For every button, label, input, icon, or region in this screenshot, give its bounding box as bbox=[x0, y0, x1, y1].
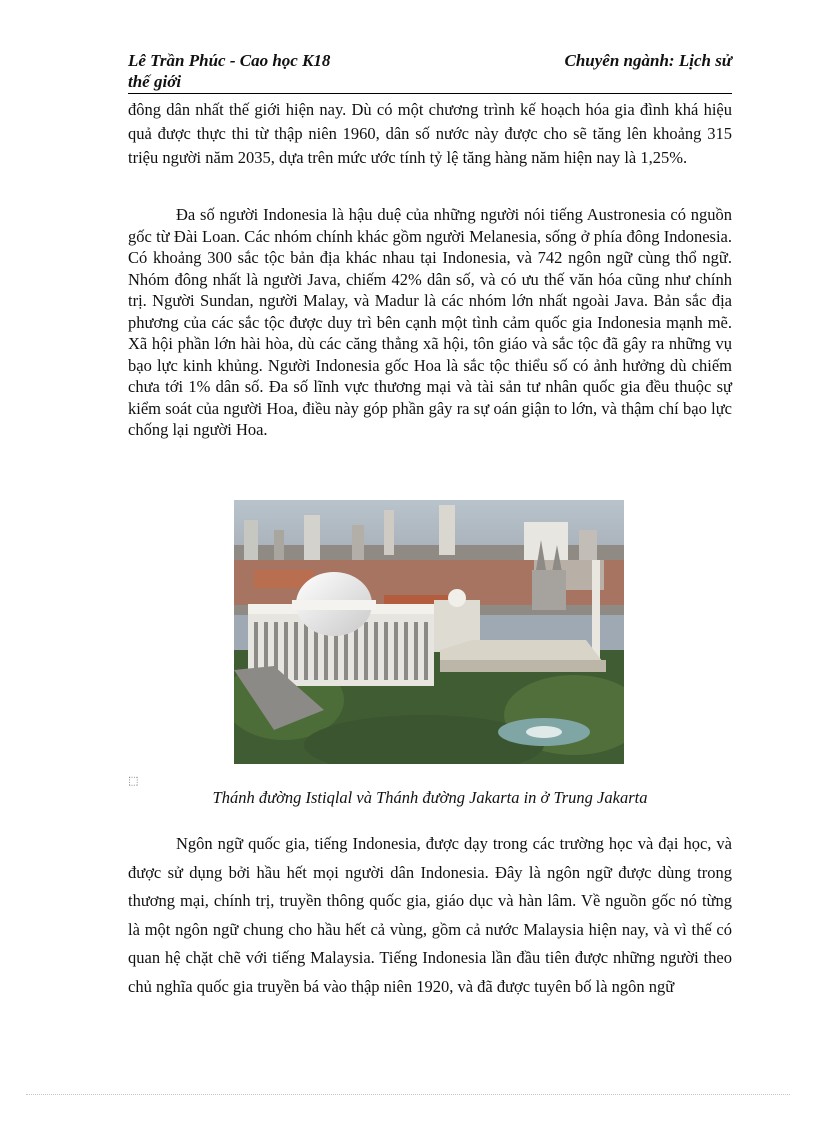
header-specialty: Chuyên ngành: Lịch sử bbox=[564, 51, 732, 70]
paragraph-population: đông dân nhất thế giới hiện nay. Dù có một chương trình kế hoạch hóa gia đình khá hiệu quả được thực thi từ thập niên 1960, dân số nước này được cho sẽ tăng lên khoảng 315 triệu người năm 2035, dựa trên mức ước tính tỷ lệ tăng hàng năm hiện nay là 1,25%. bbox=[128, 100, 732, 167]
paragraph-national-language: Ngôn ngữ quốc gia, tiếng Indonesia, được dạy trong các trường học và đại học, và được sử dụng bởi hầu hết mọi người dân Indonesia. Đây là ngôn ngữ được dùng trong thương mại, chính trị, truyền thông quốc gia, giáo dục và hàn lâm. Về nguồn gốc nó từng là một ngôn ngữ chung cho hầu hết cả vùng, gồm cả nước Malaysia hiện nay, và vì thế có quan hệ chặt chẽ với tiếng Malaysia. Tiếng Indonesia lần đầu tiên được những người theo chủ nghĩa quốc gia truyền bá vào thập niên 1920, và đã được tuyên bố là ngôn ngữ bbox=[128, 834, 732, 996]
image-anchor-icon: ⬚ bbox=[128, 775, 139, 787]
header-specialty-continued: thế giới bbox=[128, 72, 182, 91]
figure-caption: Thánh đường Istiqlal và Thánh đường Jakarta in ở Trung Jakarta bbox=[212, 788, 648, 807]
istiqlal-mosque-photo bbox=[234, 500, 624, 764]
header-author: Lê Trần Phúc - Cao học K18 bbox=[128, 51, 331, 70]
page-header bbox=[128, 50, 732, 94]
page-bottom-rule bbox=[26, 1094, 790, 1095]
paragraph-ethnic-groups: Đa số người Indonesia là hậu duệ của những người nói tiếng Austronesia có nguồn gốc từ Đài Loan. Các nhóm chính khác gồm người Melanesia, sống ở phía đông Indonesia. Có khoảng 300 sắc tộc bản địa khác nhau tại Indonesia, và 742 ngôn ngữ cùng thổ ngữ. Nhóm đông nhất là người Java, chiếm 42% dân số, và có ưu thế văn hóa cũng như chính trị. Người Sundan, người Malay, và Madur là các nhóm lớn nhất ngoài Java. Bản sắc địa phương của các sắc tộc được duy trì bên cạnh một tình cảm quốc gia Indonesia mạnh mẽ. Xã hội phần lớn hài hòa, dù các căng thẳng xã hội, tôn giáo và sắc tộc đã gây ra những vụ bạo lực kinh khủng. Người Indonesia gốc Hoa là sắc tộc thiểu số có ảnh hưởng dù chiếm chưa tới 1% dân số. Đa số lĩnh vực thương mại và tài sản tư nhân quốc gia đều thuộc sự kiểm soát của người Hoa, điều này góp phần gây ra sự oán giận to lớn, và thậm chí bạo lực chống lại người Hoa. bbox=[128, 205, 732, 439]
